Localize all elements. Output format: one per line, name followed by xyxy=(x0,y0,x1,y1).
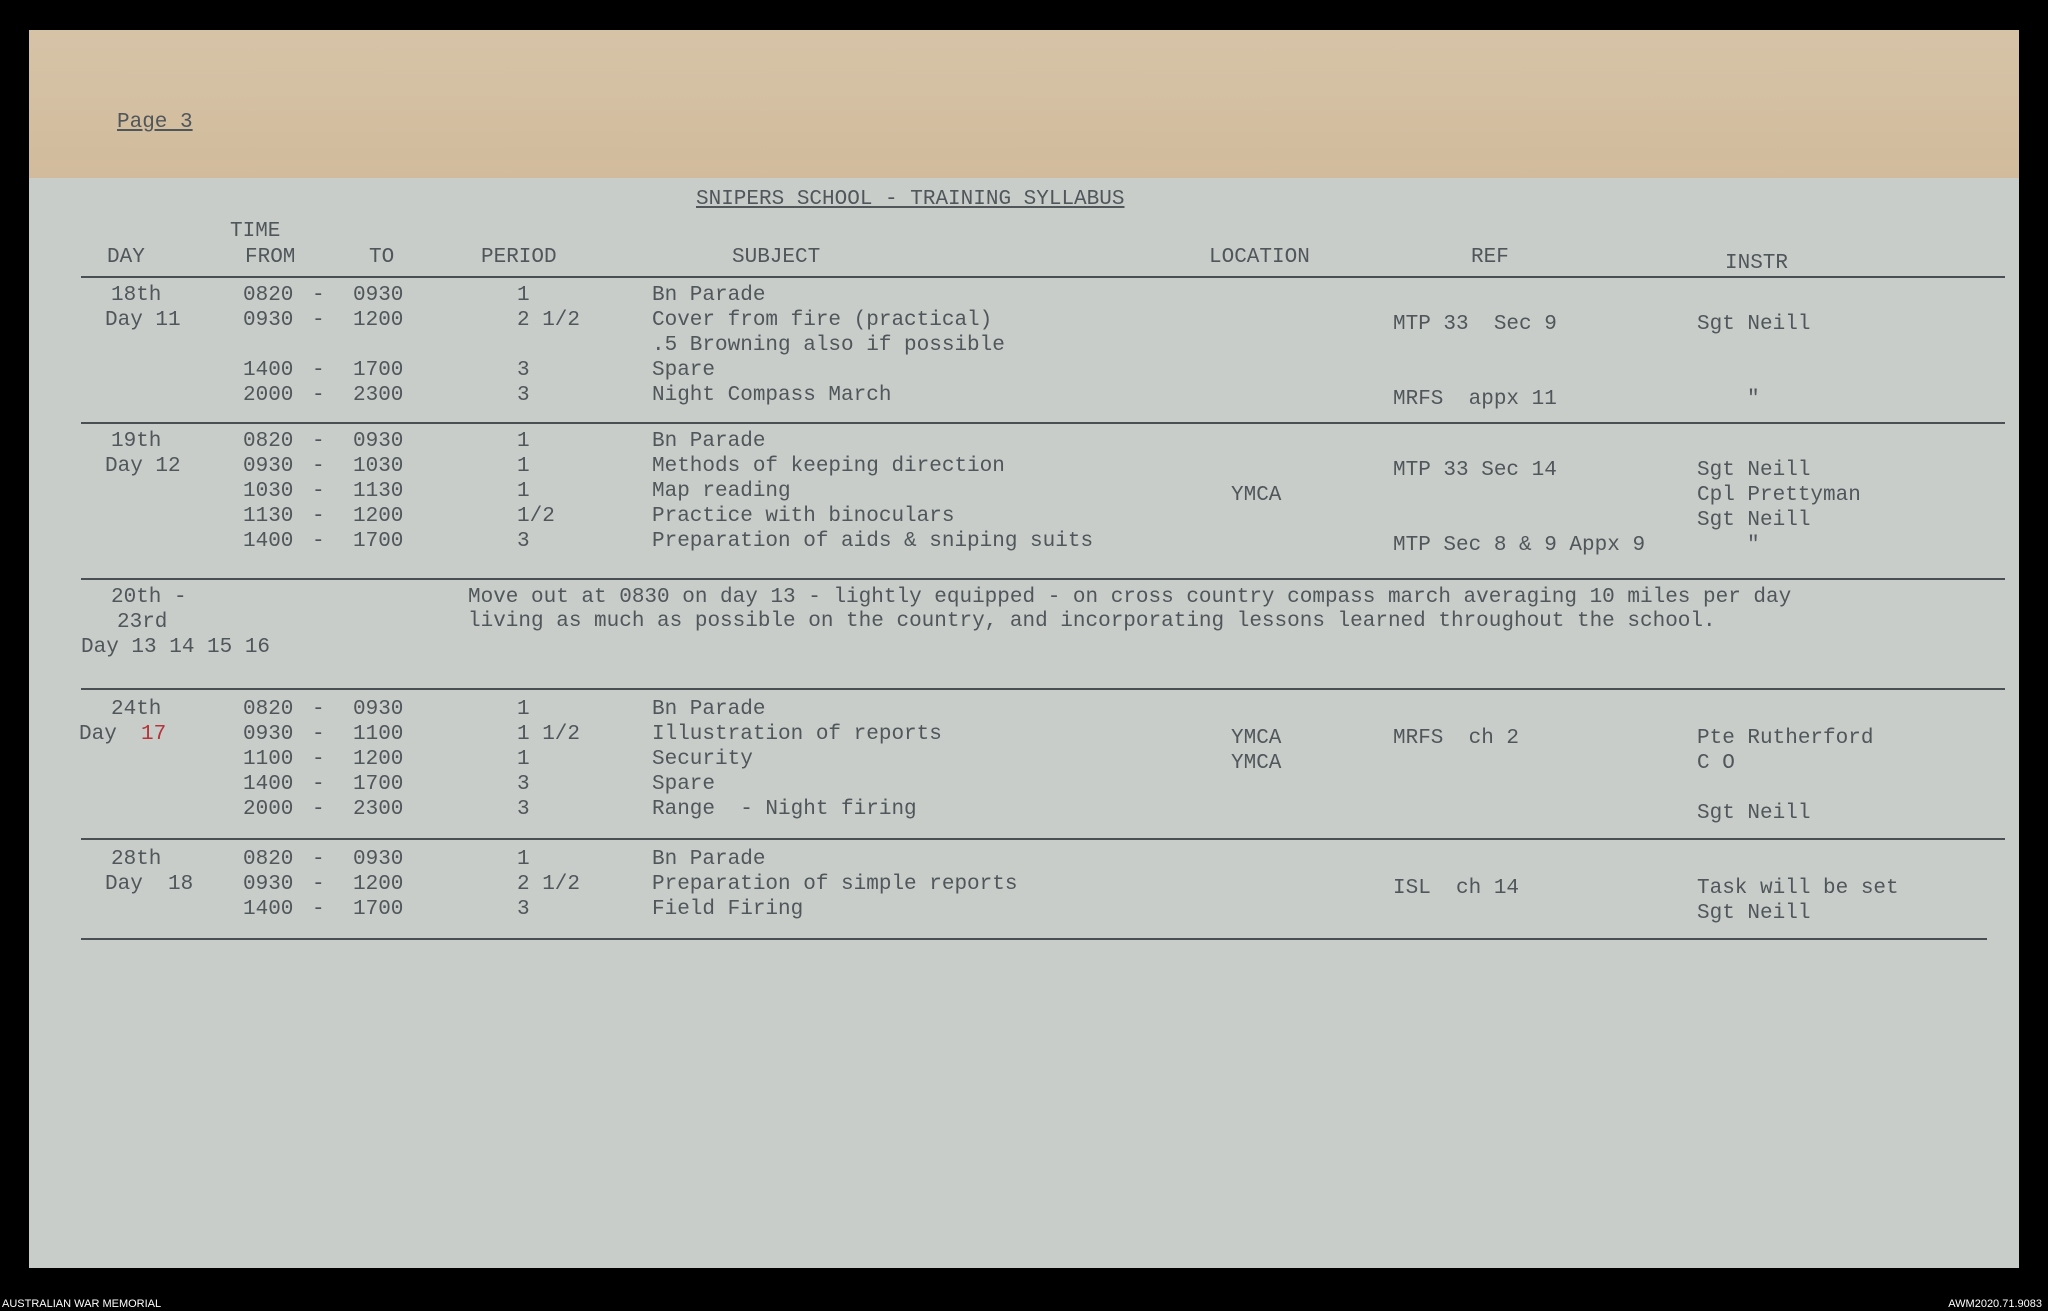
day-number: Day xyxy=(79,723,117,746)
row-divider xyxy=(81,838,2005,840)
instructor-text: Pte Rutherford xyxy=(1697,727,1874,750)
day-number: Day 13 14 15 16 xyxy=(81,636,271,659)
time-dash: - xyxy=(312,359,325,382)
instructor-text: Sgt Neill xyxy=(1697,509,1811,532)
subject-text: Preparation of simple reports xyxy=(652,873,1018,896)
subject-text: Range - Night firing xyxy=(652,798,917,821)
instructor-text: Cpl Prettyman xyxy=(1697,484,1861,507)
time-dash: - xyxy=(312,698,325,721)
time-to: 1700 xyxy=(353,898,404,921)
time-to: 1200 xyxy=(353,748,404,771)
time-dash: - xyxy=(312,898,325,921)
instructor-text: Sgt Neill xyxy=(1697,902,1811,925)
subject-text: Cover from fire (practical) xyxy=(652,309,993,332)
footer-right: AWM2020.71.9083 xyxy=(1948,1298,2042,1310)
day-date: 28th xyxy=(111,848,162,871)
time-dash: - xyxy=(312,384,325,407)
time-from: 0820 xyxy=(243,430,294,453)
subject-text: Methods of keeping direction xyxy=(652,455,1005,478)
time-dash: - xyxy=(312,748,325,771)
instructor-text: Sgt Neill xyxy=(1697,802,1811,825)
time-dash: - xyxy=(312,723,325,746)
header-day: DAY xyxy=(107,246,145,269)
period-value: 1 1/2 xyxy=(517,723,581,746)
time-dash: - xyxy=(312,848,325,871)
period-value: 3 xyxy=(517,359,530,382)
time-to: 0930 xyxy=(353,698,404,721)
time-to: 1700 xyxy=(353,773,404,796)
day-date: 18th xyxy=(111,284,162,307)
period-value: 1 xyxy=(517,455,530,478)
subject-text: Bn Parade xyxy=(652,284,766,307)
time-from: 1130 xyxy=(243,505,294,528)
header-to: TO xyxy=(369,246,395,269)
header-subject: SUBJECT xyxy=(732,246,821,269)
time-to: 0930 xyxy=(353,848,404,871)
instructor-text: " xyxy=(1747,388,1760,411)
time-dash: - xyxy=(312,455,325,478)
period-value: 1 xyxy=(517,748,530,771)
row-divider xyxy=(81,422,2005,424)
time-dash: - xyxy=(312,530,325,553)
header-ref: REF xyxy=(1471,246,1509,269)
time-to: 1700 xyxy=(353,359,404,382)
time-to: 1200 xyxy=(353,309,404,332)
time-from: 0820 xyxy=(243,284,294,307)
location-text: YMCA xyxy=(1231,752,1282,775)
location-text: YMCA xyxy=(1231,727,1282,750)
ref-text: MRFS appx 11 xyxy=(1393,388,1557,411)
day-date-end: 23rd xyxy=(117,611,168,634)
period-value: 1 xyxy=(517,430,530,453)
day-number: Day 18 xyxy=(105,873,194,896)
header-period: PERIOD xyxy=(481,246,557,269)
time-dash: - xyxy=(312,873,325,896)
page-label: Page 3 xyxy=(117,111,193,134)
subject-text: Bn Parade xyxy=(652,848,766,871)
ref-text: MTP 33 Sec 9 xyxy=(1393,313,1557,336)
time-to: 1200 xyxy=(353,873,404,896)
block-note: Move out at 0830 on day 13 - lightly equipped - on cross country compass march averaging 10 miles per day living as much as possible on the country, and incorporating lessons learned throughout the school. xyxy=(468,586,1792,633)
instructor-text: Sgt Neill xyxy=(1697,313,1811,336)
instructor-text: Sgt Neill xyxy=(1697,459,1811,482)
time-dash: - xyxy=(312,505,325,528)
period-value: 3 xyxy=(517,530,530,553)
time-from: 1400 xyxy=(243,359,294,382)
period-value: 1 xyxy=(517,284,530,307)
time-to: 1030 xyxy=(353,455,404,478)
ref-text: MTP 33 Sec 14 xyxy=(1393,459,1557,482)
subject-text: Practice with binoculars xyxy=(652,505,955,528)
time-from: 0930 xyxy=(243,873,294,896)
period-value: 1 xyxy=(517,848,530,871)
subject-text: Night Compass March xyxy=(652,384,892,407)
time-from: 1400 xyxy=(243,898,294,921)
time-from: 2000 xyxy=(243,798,294,821)
document-page xyxy=(29,30,2019,1268)
time-to: 2300 xyxy=(353,384,404,407)
time-dash: - xyxy=(312,798,325,821)
location-text: YMCA xyxy=(1231,484,1282,507)
ref-text: MTP Sec 8 & 9 Appx 9 xyxy=(1393,534,1646,557)
ref-text: MRFS ch 2 xyxy=(1393,727,1520,750)
time-from: 0930 xyxy=(243,455,294,478)
header-from: FROM xyxy=(245,246,296,269)
document-title: SNIPERS SCHOOL - TRAINING SYLLABUS xyxy=(696,188,1125,211)
time-from: 1100 xyxy=(243,748,294,771)
time-from: 1400 xyxy=(243,530,294,553)
period-value: 3 xyxy=(517,898,530,921)
time-dash: - xyxy=(312,284,325,307)
subject-text: Spare xyxy=(652,359,716,382)
day-date: 20th - xyxy=(111,586,187,609)
time-dash: - xyxy=(312,430,325,453)
day-date: 19th xyxy=(111,430,162,453)
day-number-red: 17 xyxy=(141,723,167,746)
day-number: Day 11 xyxy=(105,309,181,332)
time-from: 0930 xyxy=(243,723,294,746)
subject-text: Illustration of reports xyxy=(652,723,942,746)
day-date: 24th xyxy=(111,698,162,721)
instructor-text: C O xyxy=(1697,752,1735,775)
ref-text: ISL ch 14 xyxy=(1393,877,1520,900)
period-value: 2 1/2 xyxy=(517,309,581,332)
time-to: 1700 xyxy=(353,530,404,553)
row-divider xyxy=(81,938,1987,940)
time-from: 0820 xyxy=(243,848,294,871)
time-from: 2000 xyxy=(243,384,294,407)
header-time: TIME xyxy=(230,220,281,243)
subject-text: Field Firing xyxy=(652,898,804,921)
instructor-text: Task will be set xyxy=(1697,877,1899,900)
subject-text: .5 Browning also if possible xyxy=(652,334,1005,357)
day-number: Day 12 xyxy=(105,455,181,478)
header-instr: INSTR xyxy=(1725,252,1789,275)
subject-text: Preparation of aids & sniping suits xyxy=(652,530,1094,553)
time-from: 0820 xyxy=(243,698,294,721)
subject-text: Bn Parade xyxy=(652,698,766,721)
paper-tan-band xyxy=(29,30,2019,178)
subject-text: Map reading xyxy=(652,480,791,503)
header-location: LOCATION xyxy=(1209,246,1310,269)
time-to: 0930 xyxy=(353,430,404,453)
period-value: 1 xyxy=(517,698,530,721)
row-divider xyxy=(81,578,2005,580)
period-value: 3 xyxy=(517,798,530,821)
period-value: 3 xyxy=(517,384,530,407)
period-value: 2 1/2 xyxy=(517,873,581,896)
time-to: 1100 xyxy=(353,723,404,746)
period-value: 3 xyxy=(517,773,530,796)
subject-text: Spare xyxy=(652,773,716,796)
row-divider xyxy=(81,276,2005,278)
time-to: 2300 xyxy=(353,798,404,821)
row-divider xyxy=(81,688,2005,690)
time-from: 1400 xyxy=(243,773,294,796)
time-from: 0930 xyxy=(243,309,294,332)
subject-text: Bn Parade xyxy=(652,430,766,453)
time-to: 1200 xyxy=(353,505,404,528)
time-dash: - xyxy=(312,773,325,796)
time-dash: - xyxy=(312,480,325,503)
footer-left: AUSTRALIAN WAR MEMORIAL xyxy=(2,1298,162,1310)
time-from: 1030 xyxy=(243,480,294,503)
instructor-text: " xyxy=(1747,534,1760,557)
subject-text: Security xyxy=(652,748,753,771)
time-to: 1130 xyxy=(353,480,404,503)
time-dash: - xyxy=(312,309,325,332)
time-to: 0930 xyxy=(353,284,404,307)
period-value: 1/2 xyxy=(517,505,555,528)
period-value: 1 xyxy=(517,480,530,503)
